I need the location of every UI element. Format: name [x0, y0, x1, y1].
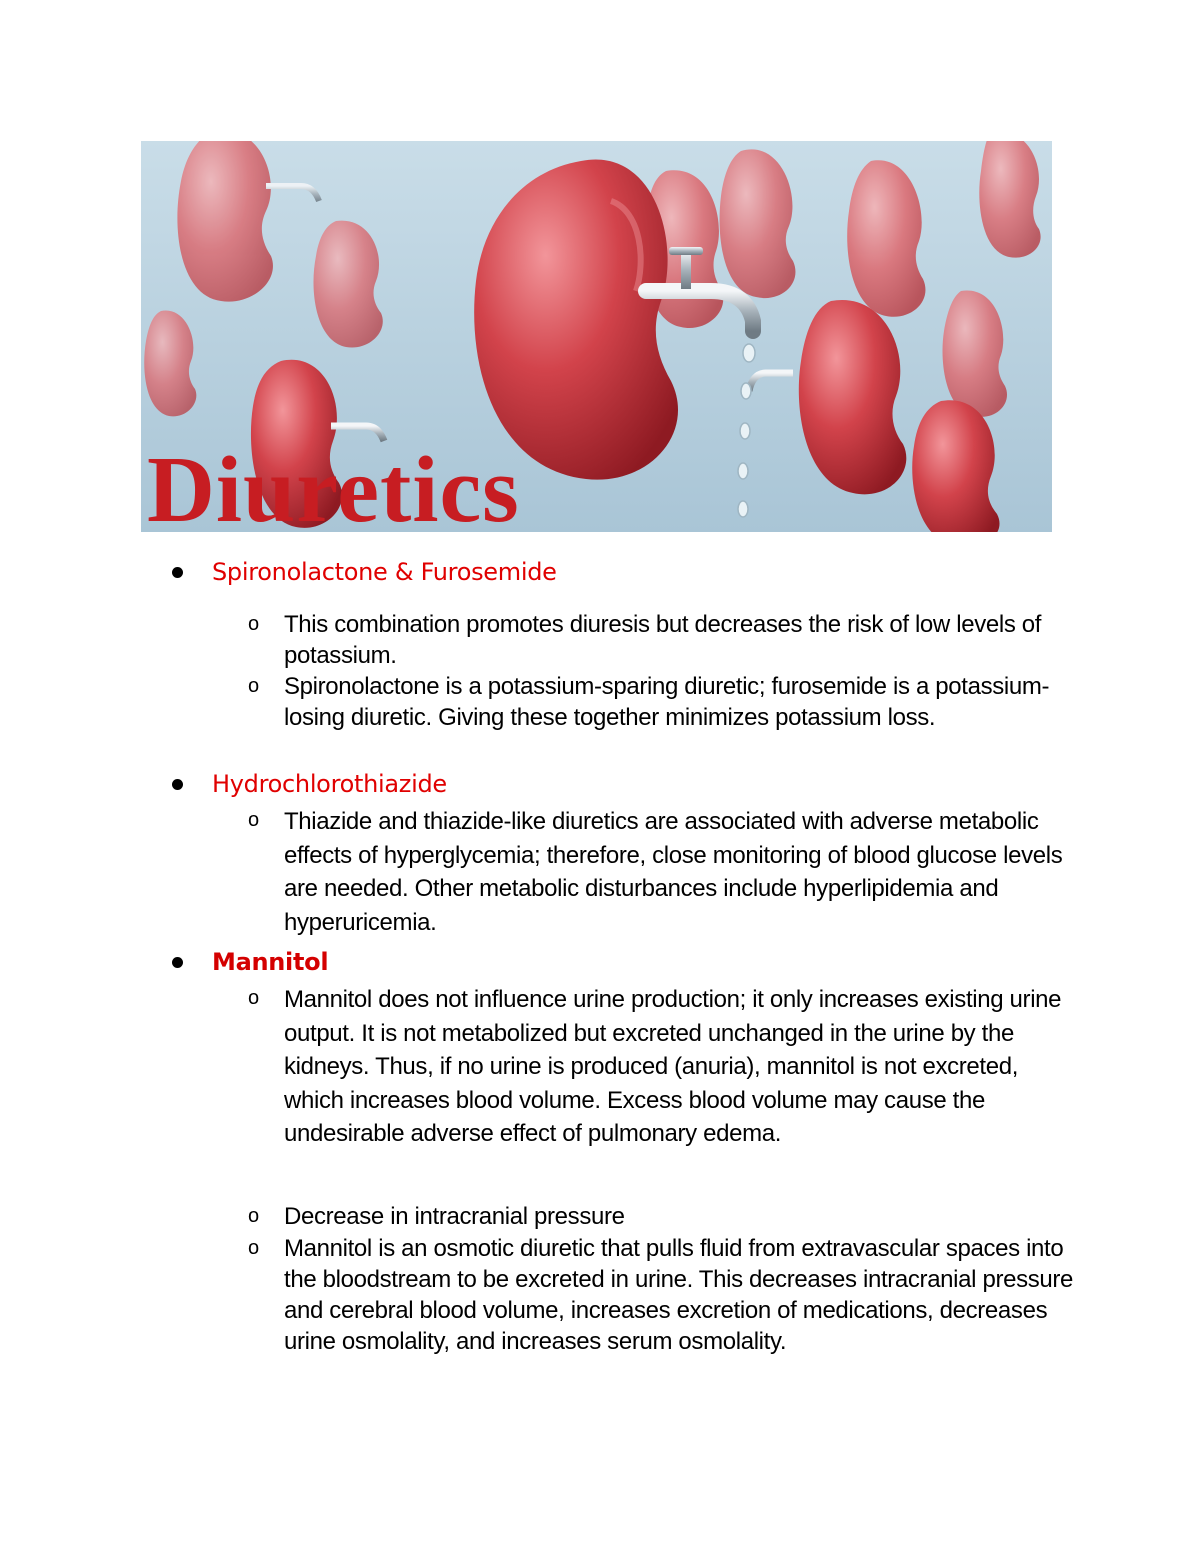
sub-bullet-marker: o [248, 987, 260, 1009]
list-item-text: Decrease in intracranial pressure [284, 1203, 625, 1230]
sub-bullet-marker: o [248, 1205, 260, 1227]
section-heading-row [172, 766, 447, 802]
bullet-dot [172, 957, 183, 968]
sub-bullet-marker: o [248, 1237, 260, 1259]
sub-bullet-marker: o [248, 809, 260, 831]
bullet-dot [172, 567, 183, 578]
list-item-text: Thiazide and thiazide-like diuretics are associated with adverse metabolic effects of hyperglycemia; therefore, close monitoring of blood glucose levels are needed. Other metabolic disturbances include hyperlipidemia and hyperuricemia. [284, 808, 1063, 936]
sub-bullet-marker: o [248, 613, 260, 635]
list-item-text: Mannitol is an osmotic diuretic that pulls fluid from extravascular spaces into the bloodstream to be excreted in urine. This decreases intracranial pressure and cerebral blood volume, increases excretion of medications, decreases urine osmolality, and increases serum osmolality. [284, 1235, 1074, 1355]
section-heading: Mannitol [212, 948, 329, 976]
banner-title: Diuretics [147, 438, 520, 532]
list-item-text: This combination promotes diuresis but decreases the risk of low levels of potassium. [284, 611, 1042, 669]
list-item-text: Mannitol does not influence urine production; it only increases existing urine output. It is not metabolized but excreted unchanged in the urine by the kidneys. Thus, if no urine is produced (anuria), mannitol is not excreted, which increases blood volume. Excess blood volume may cause the undesirable adverse effect of pulmonary edema. [284, 986, 1062, 1147]
section-heading-row [172, 554, 557, 590]
list-item-text: Spironolactone is a potassium-sparing diuretic; furosemide is a potassium-losing diuretic. Giving these together minimizes potassium loss. [284, 673, 1050, 731]
section-heading-row [172, 944, 328, 980]
sub-bullet-marker: o [248, 675, 260, 697]
section-heading: Hydrochlorothiazide [212, 770, 447, 798]
bullet-dot [172, 779, 183, 790]
section-heading: Spironolactone & Furosemide [212, 558, 557, 586]
